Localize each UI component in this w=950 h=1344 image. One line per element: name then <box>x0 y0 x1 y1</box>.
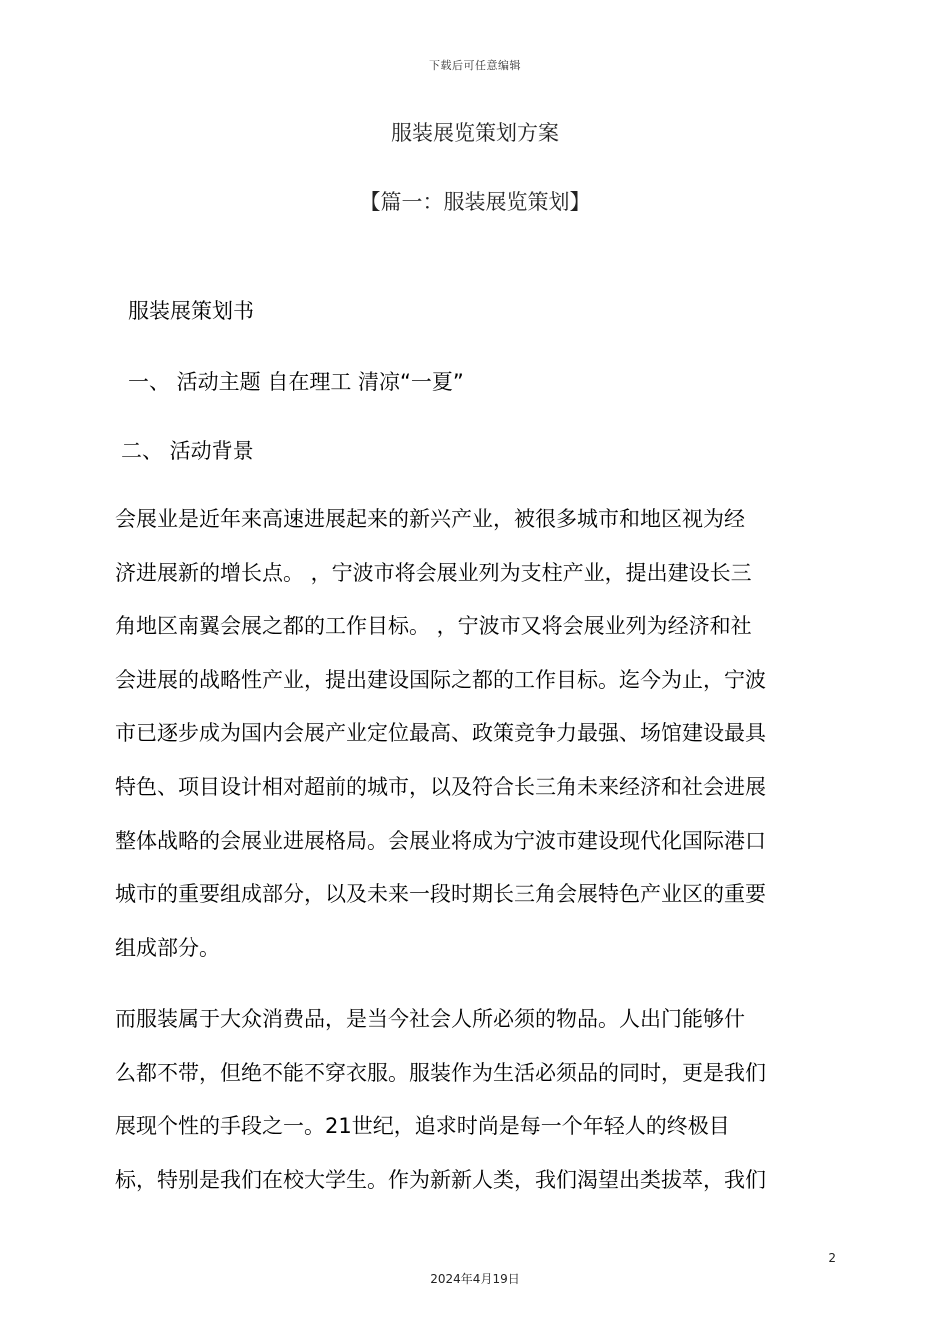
paragraph-line: 展现个性的手段之一。21世纪，追求时尚是每一个年轻人的终极目 <box>115 1114 730 1139</box>
section-heading-plan-book: 服装展策划书 <box>128 299 254 323</box>
paragraph-line: 城市的重要组成部分，以及未来一段时期长三角会展特色产业区的重要 <box>115 882 766 907</box>
document-title: 服装展览策划方案 <box>391 121 559 145</box>
paragraph-line: 角地区南翼会展之都的工作目标。 ，宁波市又将会展业列为经济和社 <box>115 614 752 639</box>
paragraph-line: 整体战略的会展业进展格局。会展业将成为宁波市建设现代化国际港口 <box>115 828 766 853</box>
page-number: 2 <box>828 1251 836 1265</box>
paragraph-line: 市已逐步成为国内会展产业定位最高、政策竞争力最强、场馆建设最具 <box>115 721 766 746</box>
paragraph-clothing <box>115 993 835 1207</box>
section-heading-theme: 一、 活动主题 自在理工 清凉“一夏” <box>128 370 464 394</box>
footer-date: 2024年4月19日 <box>430 1272 520 1286</box>
paragraph-line: 会进展的战略性产业，提出建设国际之都的工作目标。迄今为止，宁波 <box>115 667 766 692</box>
paragraph-exhibition-industry <box>115 493 835 975</box>
header-note: 下载后可任意编辑 <box>429 59 521 72</box>
paragraph-line: 济进展新的增长点。 ，宁波市将会展业列为支柱产业，提出建设长三 <box>115 560 752 585</box>
document-subtitle: 【篇一：服装展览策划】 <box>359 190 591 214</box>
paragraph-line: 组成部分。 <box>115 935 220 960</box>
paragraph-line: 会展业是近年来高速进展起来的新兴产业，被很多城市和地区视为经 <box>115 507 745 531</box>
paragraph-line: 么都不带，但绝不能不穿衣服。服装作为生活必须品的同时，更是我们 <box>115 1060 766 1085</box>
section-heading-background: 二、 活动背景 <box>121 439 254 463</box>
paragraph-line: 标，特别是我们在校大学生。作为新新人类，我们渴望出类拔萃，我们 <box>115 1167 766 1192</box>
paragraph-line: 而服装属于大众消费品，是当今社会人所必须的物品。人出门能够什 <box>115 1007 745 1031</box>
paragraph-line: 特色、项目设计相对超前的城市，以及符合长三角未来经济和社会进展 <box>115 774 766 799</box>
